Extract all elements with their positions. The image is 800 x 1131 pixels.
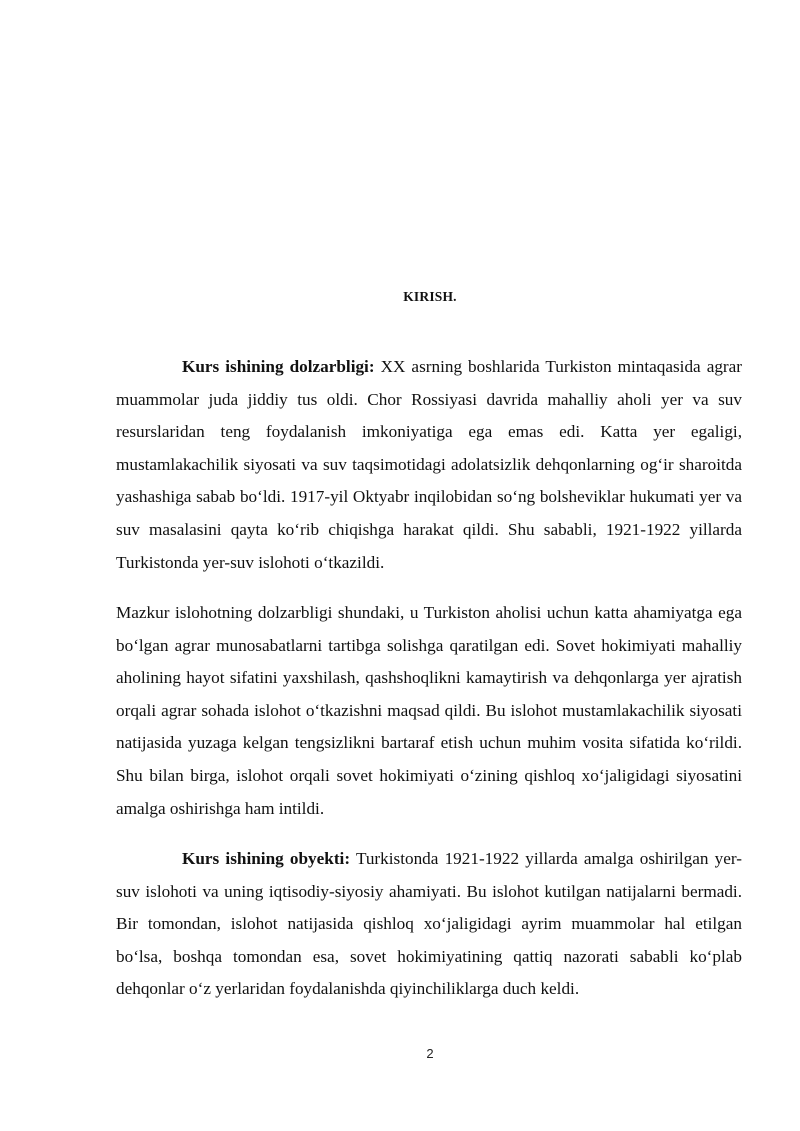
paragraph-text: Turkistonda 1921-1922 yillarda amalga oshirilgan yer-suv islohoti va uning iqtisodiy-siyosiy ahamiyati. Bu islohot kutilgan natijalarni bermadi. Bir tomondan, islohot natijasida qishloq xo‘jaligidagi ayrim muammolar hal etilgan bo‘lsa, boshqa tomondan esa, sovet hokimiyatining qattiq nazorati sababli ko‘plab dehqonlar o‘z yerlaridan foydalanishda qiyinchiliklarga duch keldi.: [116, 849, 742, 999]
paragraph-relevance: [116, 351, 742, 579]
paragraph: [116, 597, 742, 825]
paragraph-lead: Kurs ishining obyekti:: [182, 849, 351, 868]
paragraph: [116, 351, 742, 579]
section-heading: KIRISH.: [403, 289, 457, 304]
paragraph-significance: [116, 597, 742, 825]
paragraph-text: XX asrning boshlarida Turkiston mintaqasida agrar muammolar juda jiddiy tus oldi. Chor Rossiyasi davrida mahalliy aholi yer va suv resurslaridan teng foydalanish imkoniyatiga ega emas edi. Katta yer egaligi, mustamlakachilik siyosati va suv taqsimotidagi adolatsizlik dehqonlarning og‘ir sharoitda yashashiga sabab bo‘ldi. 1917-yil Oktyabr inqilobidan so‘ng bolsheviklar hukumati yer va suv masalasini qayta ko‘rib chiqishga harakat qildi. Shu sababli, 1921-1922 yillarda Turkistonda yer-suv islohoti o‘tkazildi.: [116, 357, 742, 572]
paragraph: [116, 843, 742, 1006]
paragraph-object: [116, 843, 742, 1006]
paragraph-text: Mazkur islohotning dolzarbligi shundaki, u Turkiston aholisi uchun katta ahamiyatga ega bo‘lgan agrar munosabatlarni tartibga solishga qaratilgan edi. Sovet hokimiyati mahalliy aholining hayot sifatini yaxshilash, qashshoqlikni kamaytirish va dehqonlarga yer ajratish orqali agrar sohada islohot o‘tkazishni maqsad qildi. Bu islohot mustamlakachilik siyosati natijasida yuzaga kelgan tengsizlikni bartaraf etish uchun muhim vosita sifatida ko‘rildi. Shu bilan birga, islohot orqali sovet hokimiyati o‘zining qishloq xo‘jaligidagi siyosatini amalga oshirishga ham intildi.: [116, 603, 742, 818]
page-number: 2: [426, 1046, 434, 1061]
paragraph-lead: Kurs ishining dolzarbligi:: [182, 357, 375, 376]
